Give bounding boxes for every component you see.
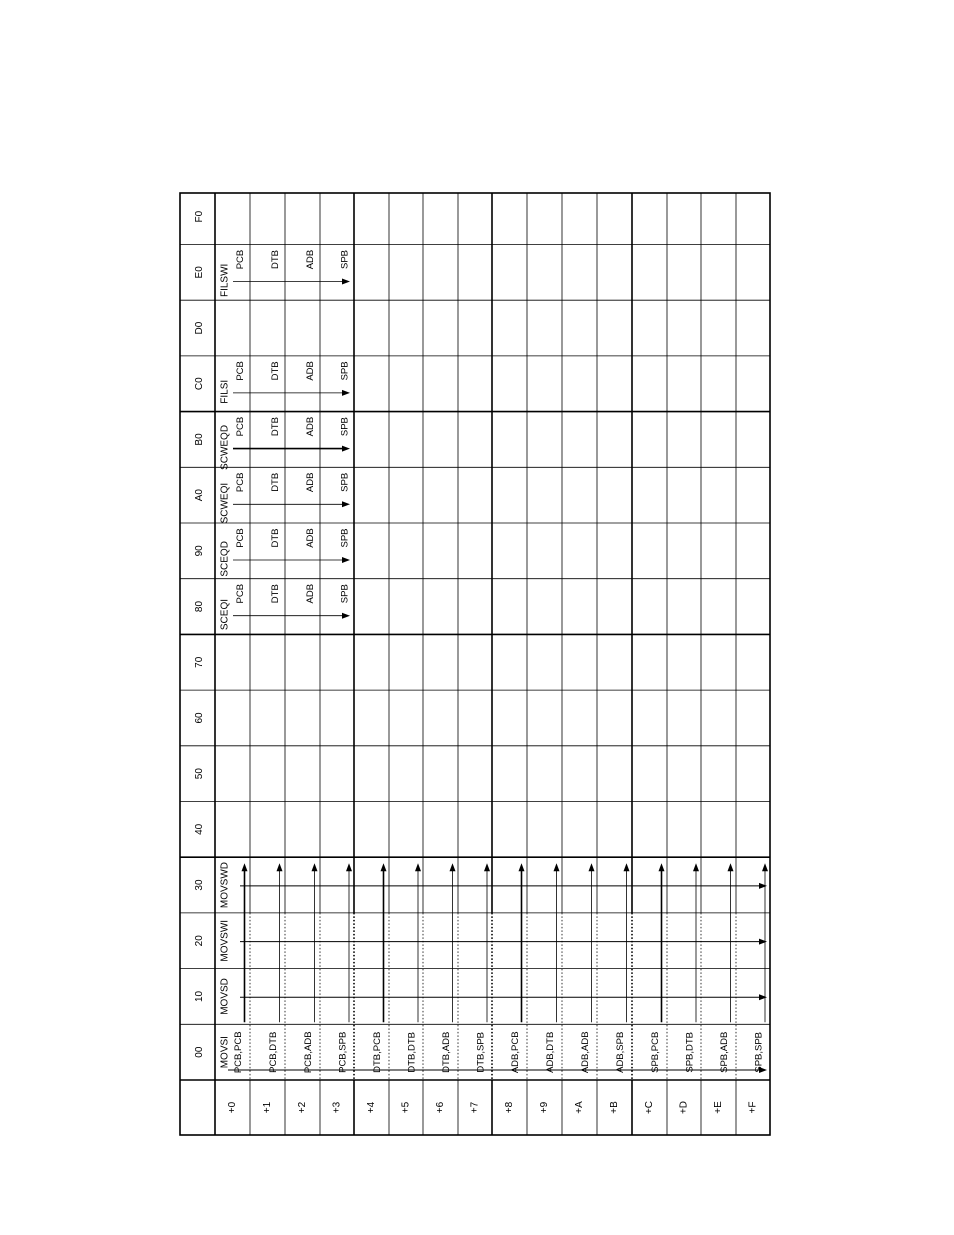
movs-operand-label: ADB,PCB [510, 1031, 521, 1074]
row-label: +6 [435, 1101, 446, 1114]
row-label: +8 [504, 1101, 515, 1114]
row-label: +0 [227, 1101, 238, 1114]
bank-operand-label: DTB [270, 584, 281, 604]
row-label: +5 [400, 1101, 412, 1114]
movs-operand-label: SPB,ADB [719, 1031, 730, 1073]
arrow-head [242, 863, 248, 871]
arrow-head [450, 863, 456, 871]
arrow-head [759, 939, 767, 945]
row-label: +B [609, 1101, 620, 1114]
instruction-name: SCWEQI [219, 482, 231, 524]
arrow-head [342, 446, 350, 452]
instruction-name: SCWEQD [219, 424, 231, 470]
bank-operand-label: SPB [339, 584, 351, 604]
column-label: D0 [194, 321, 205, 335]
bank-operand-label: ADB [305, 249, 316, 270]
row-label: +7 [469, 1101, 481, 1114]
movs-operand-label: SPB,PCB [650, 1031, 661, 1073]
bank-operand-label: SPB [339, 361, 351, 381]
movs-operand-label: DTB,PCB [372, 1031, 383, 1073]
column-label: 70 [194, 656, 205, 668]
bank-operand-label: ADB [305, 583, 316, 604]
movs-operand-label: ADB,SPB [615, 1031, 626, 1073]
bank-operand-label: PCB [235, 583, 246, 604]
instruction-name: SCEQI [219, 598, 231, 631]
movs-operand-label: SPB,DTB [684, 1031, 696, 1073]
row-label: +E [713, 1101, 724, 1114]
row-label: +D [678, 1100, 690, 1115]
instruction-name: MOVSWD [219, 861, 231, 909]
bank-operand-label: DTB [270, 361, 281, 381]
bank-operand-label: ADB [305, 416, 316, 437]
arrow-head [519, 863, 525, 871]
column-label: 00 [194, 1046, 205, 1058]
bank-operand-label: DTB [270, 250, 281, 269]
arrow-head [342, 501, 350, 507]
bank-operand-label: PCB [235, 249, 246, 270]
column-label: A0 [194, 489, 205, 502]
bank-operand-label: SPB [339, 528, 351, 548]
movs-operand-label: SPB,SPB [753, 1031, 765, 1073]
movs-operand-label: PCB,PCB [233, 1031, 244, 1074]
arrow-head [312, 863, 318, 871]
column-label: 40 [194, 823, 205, 835]
row-label: +9 [539, 1101, 550, 1114]
instruction-name: SCEQD [219, 541, 231, 577]
column-label: C0 [194, 377, 205, 391]
bank-operand-label: SPB [339, 249, 351, 270]
arrow-head [381, 863, 387, 871]
bank-operand-label: SPB [339, 472, 351, 492]
bank-operand-label: DTB [270, 472, 281, 492]
instruction-name: MOVSWI [219, 919, 231, 962]
arrow-head [759, 883, 767, 889]
arrow-head [624, 863, 630, 871]
column-label: F0 [194, 210, 205, 223]
movs-operand-label: PCB,DTB [268, 1031, 279, 1073]
column-label: 30 [194, 879, 205, 891]
instruction-name: MOVSI [219, 1036, 231, 1069]
movs-operand-label: PCB,ADB [303, 1031, 314, 1074]
row-label: +2 [297, 1101, 308, 1114]
row-label: +F [747, 1101, 759, 1114]
row-label: +4 [366, 1101, 377, 1114]
row-label: +3 [331, 1101, 343, 1114]
instruction-name: FILSI [219, 379, 231, 404]
bank-operand-label: PCB [235, 472, 246, 493]
arrow-head [484, 863, 490, 871]
table-grid [180, 193, 770, 1135]
bank-operand-label: ADB [305, 472, 316, 493]
instruction-name: MOVSD [219, 978, 231, 1015]
column-label: 90 [194, 545, 205, 557]
arrow-layer [228, 279, 768, 1074]
column-label: 50 [194, 768, 205, 780]
arrow-head [342, 390, 350, 396]
arrow-head [759, 994, 767, 1000]
arrow-head [554, 863, 560, 871]
arrow-head [342, 613, 350, 619]
movs-operand-label: ADB,DTB [545, 1031, 556, 1073]
column-label: 60 [194, 712, 205, 724]
row-label: +A [574, 1101, 585, 1114]
bank-operand-label: SPB [339, 417, 351, 437]
movs-operand-label: PCB,SPB [337, 1031, 349, 1073]
arrow-head [589, 863, 595, 871]
arrow-head [659, 863, 665, 871]
column-label: 20 [194, 935, 205, 947]
bank-operand-label: PCB [235, 528, 246, 548]
row-label: +1 [262, 1101, 273, 1114]
instruction-name: FILSWI [219, 263, 231, 298]
arrow-head [693, 863, 699, 871]
arrow-head [762, 863, 768, 871]
arrow-head [415, 863, 421, 871]
bank-operand-label: DTB [270, 528, 281, 548]
column-label: E0 [194, 266, 205, 279]
column-label: 80 [194, 600, 205, 613]
column-label: 10 [194, 990, 205, 1003]
row-label: +C [644, 1100, 655, 1115]
movs-operand-label: ADB,ADB [580, 1031, 591, 1074]
bank-operand-label: ADB [305, 361, 316, 381]
column-label: B0 [194, 433, 205, 446]
table-frame [180, 193, 770, 1135]
bank-operand-label: ADB [305, 528, 316, 548]
bank-operand-label: DTB [270, 417, 281, 437]
arrow-head [728, 863, 734, 871]
arrow-head [342, 557, 350, 563]
bank-operand-label: PCB [235, 416, 246, 437]
arrow-head [346, 863, 352, 871]
movs-operand-label: DTB,ADB [441, 1031, 452, 1073]
arrow-head [342, 279, 350, 285]
bank-operand-label: PCB [235, 361, 246, 381]
arrow-head [277, 863, 283, 871]
movs-operand-label: DTB,SPB [475, 1031, 487, 1073]
movs-operand-label: DTB,DTB [406, 1031, 418, 1073]
